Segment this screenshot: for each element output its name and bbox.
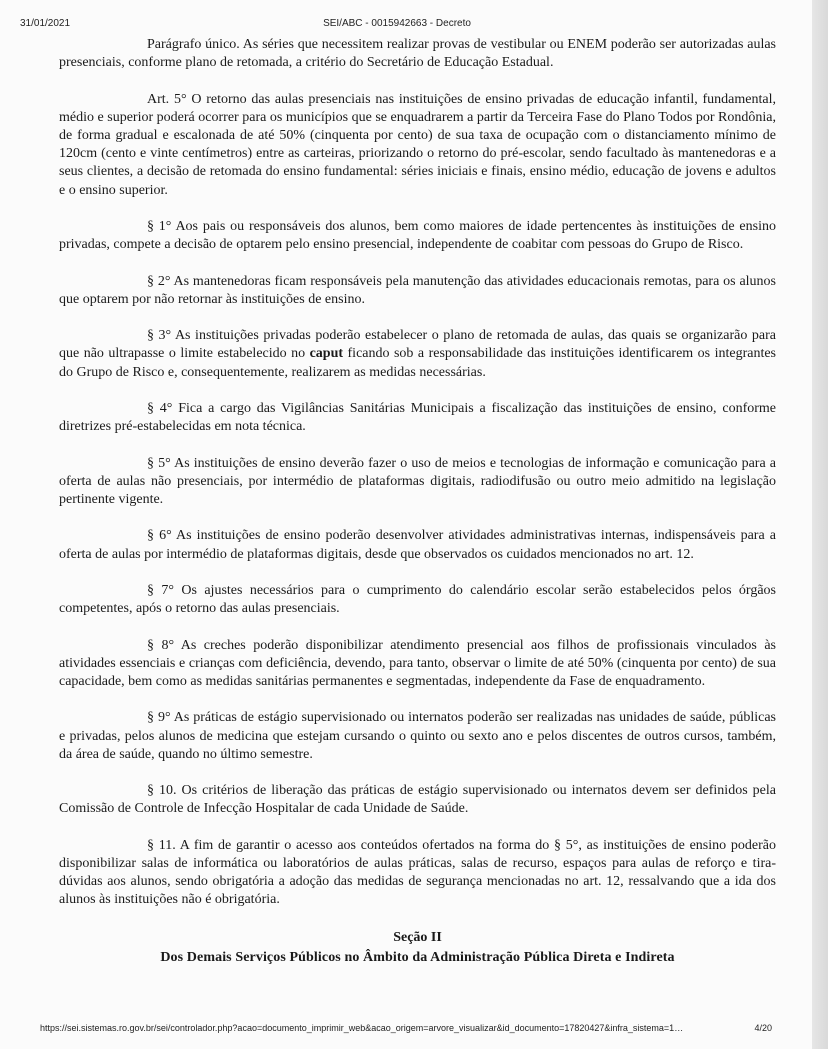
art-5: Art. 5° O retorno das aulas presenciais nas instituições de ensino privadas de educação infantil, fundamental, médio e superior poderá ocorrer para os municípios que se enquadrarem a partir da Terceira Fase do Plano Todos por Rondônia, de forma gradual e escalonada de até 50% (cinquenta por cento) de sua taxa de ocupação com o distanciamento mínimo de 120cm (cento e vinte centímetros) entre as carteiras, priorizando o retorno do pré-escolar, sendo facultado às mantenedoras e a seus clientes, a decisão de retomada do ensino fundamental: séries iniciais e finais, ensino médio, educação de jovens e adultos e o ensino superior. — [59, 91, 776, 198]
paragrafo-unico: Parágrafo único. As séries que necessitem realizar provas de vestibular ou ENEM poderão ser autorizadas aulas presenciais, conforme plano de retomada, a critério do Secretário de Educação Estadual. — [59, 37, 776, 71]
document-url: https://sei.sistemas.ro.gov.br/sei/controlador.php?acao=documento_imprimir_web&acao_origem=arvore_visualizar&id_documento=17820427&infra_sistema=1… — [40, 1023, 684, 1033]
paragraph-11: § 11. A fim de garantir o acesso aos conteúdos ofertados na forma do § 5°, as instituições de ensino poderão disponibilizar salas de informática ou laboratórios de aulas práticas, salas de recurso, espaços para aulas de reforço e tira-dúvidas aos alunos, sendo obrigatória a adoção das medidas de segurança mencionadas no art. 12, ressalvando que a ida dos alunos às instituições não é obrigatória. — [59, 837, 776, 908]
section-heading: Seção II — [393, 929, 442, 945]
paragraph-3-after: ficando sob a responsabilidade das instituições identificarem os integrantes do Grupo de Risco e, consequentemente, realizarem as medidas necessárias. — [59, 346, 776, 380]
paragraph-7: § 7° Os ajustes necessários para o cumprimento do calendário escolar serão estabelecidos pelos órgãos competentes, após o retorno das aulas presenciais. — [59, 582, 776, 617]
paragraph-5: § 5° As instituições de ensino deverão fazer o uso de meios e tecnologias de informação e comunicação para a oferta de aulas não presenciais, por intermédio de plataformas digitais, radiodifusão ou outro meio admitido na legislação pertinente vigente. — [59, 455, 776, 507]
paragraph-6: § 6° As instituições de ensino poderão desenvolver atividades administrativas internas, indispensáveis para a oferta de aulas por intermédio de plataformas digitais, desde que observados os cuidados mencionados no art. 12. — [59, 528, 776, 562]
paragraph-8: § 8° As creches poderão disponibilizar atendimento presencial aos filhos de profissionais vinculados às atividades essenciais e crianças com deficiência, devendo, para tanto, observar o limite de até 50% (cinquenta por cento) de sua capacidade, bem como as medidas sanitárias permanentes e segmentadas, independente da Fase de enquadramento. — [59, 637, 776, 689]
paragraph-3 — [59, 327, 776, 382]
paragraph-10: § 10. Os critérios de liberação das práticas de estágio supervisionado ou internatos devem ser definidos pela Comissão de Controle de Infecção Hospitalar de cada Unidade de Saúde. — [59, 783, 776, 817]
section-subheading: Dos Demais Serviços Públicos no Âmbito da Administração Pública Direta e Indireta — [160, 949, 675, 965]
print-date: 31/01/2021 — [20, 18, 71, 29]
paragraph-3-before: § 3° As instituições privadas poderão estabelecer o plano de retomada de aulas, das quais se organizarão para que não ultrapasse o limite estabelecido no — [59, 328, 776, 362]
paragraph-1: § 1° Aos pais ou responsáveis dos alunos, bem como maiores de idade pertencentes às instituições de ensino privadas, compete a decisão de optarem pelo ensino presencial, independente de coabitar com pessoas do Grupo de Risco. — [59, 219, 776, 253]
paragraph-2: § 2° As mantenedoras ficam responsáveis pela manutenção das atividades educacionais remotas, para os alunos que optarem por não retornar às instituições de ensino. — [59, 273, 776, 307]
paragraph-9: § 9° As práticas de estágio supervisionado ou internatos poderão ser realizadas nas unidades de saúde, públicas e privadas, pelos alunos de medicina que estejam cursando o quinto ou sexto ano e pelos discentes de outros cursos, também, da área de saúde, quando no último semestre. — [59, 710, 776, 762]
paragraph-3-caput: caput — [309, 346, 344, 362]
paragraph-4: § 4° Fica a cargo das Vigilâncias Sanitárias Municipais a fiscalização das instituições de ensino, conforme diretrizes pré-estabelecidas em nota técnica. — [59, 400, 776, 435]
document-title: SEI/ABC - 0015942663 - Decreto — [323, 18, 471, 29]
page-edge-shadow — [812, 0, 828, 1049]
page-number: 4/20 — [754, 1023, 772, 1033]
document-body — [59, 36, 776, 968]
